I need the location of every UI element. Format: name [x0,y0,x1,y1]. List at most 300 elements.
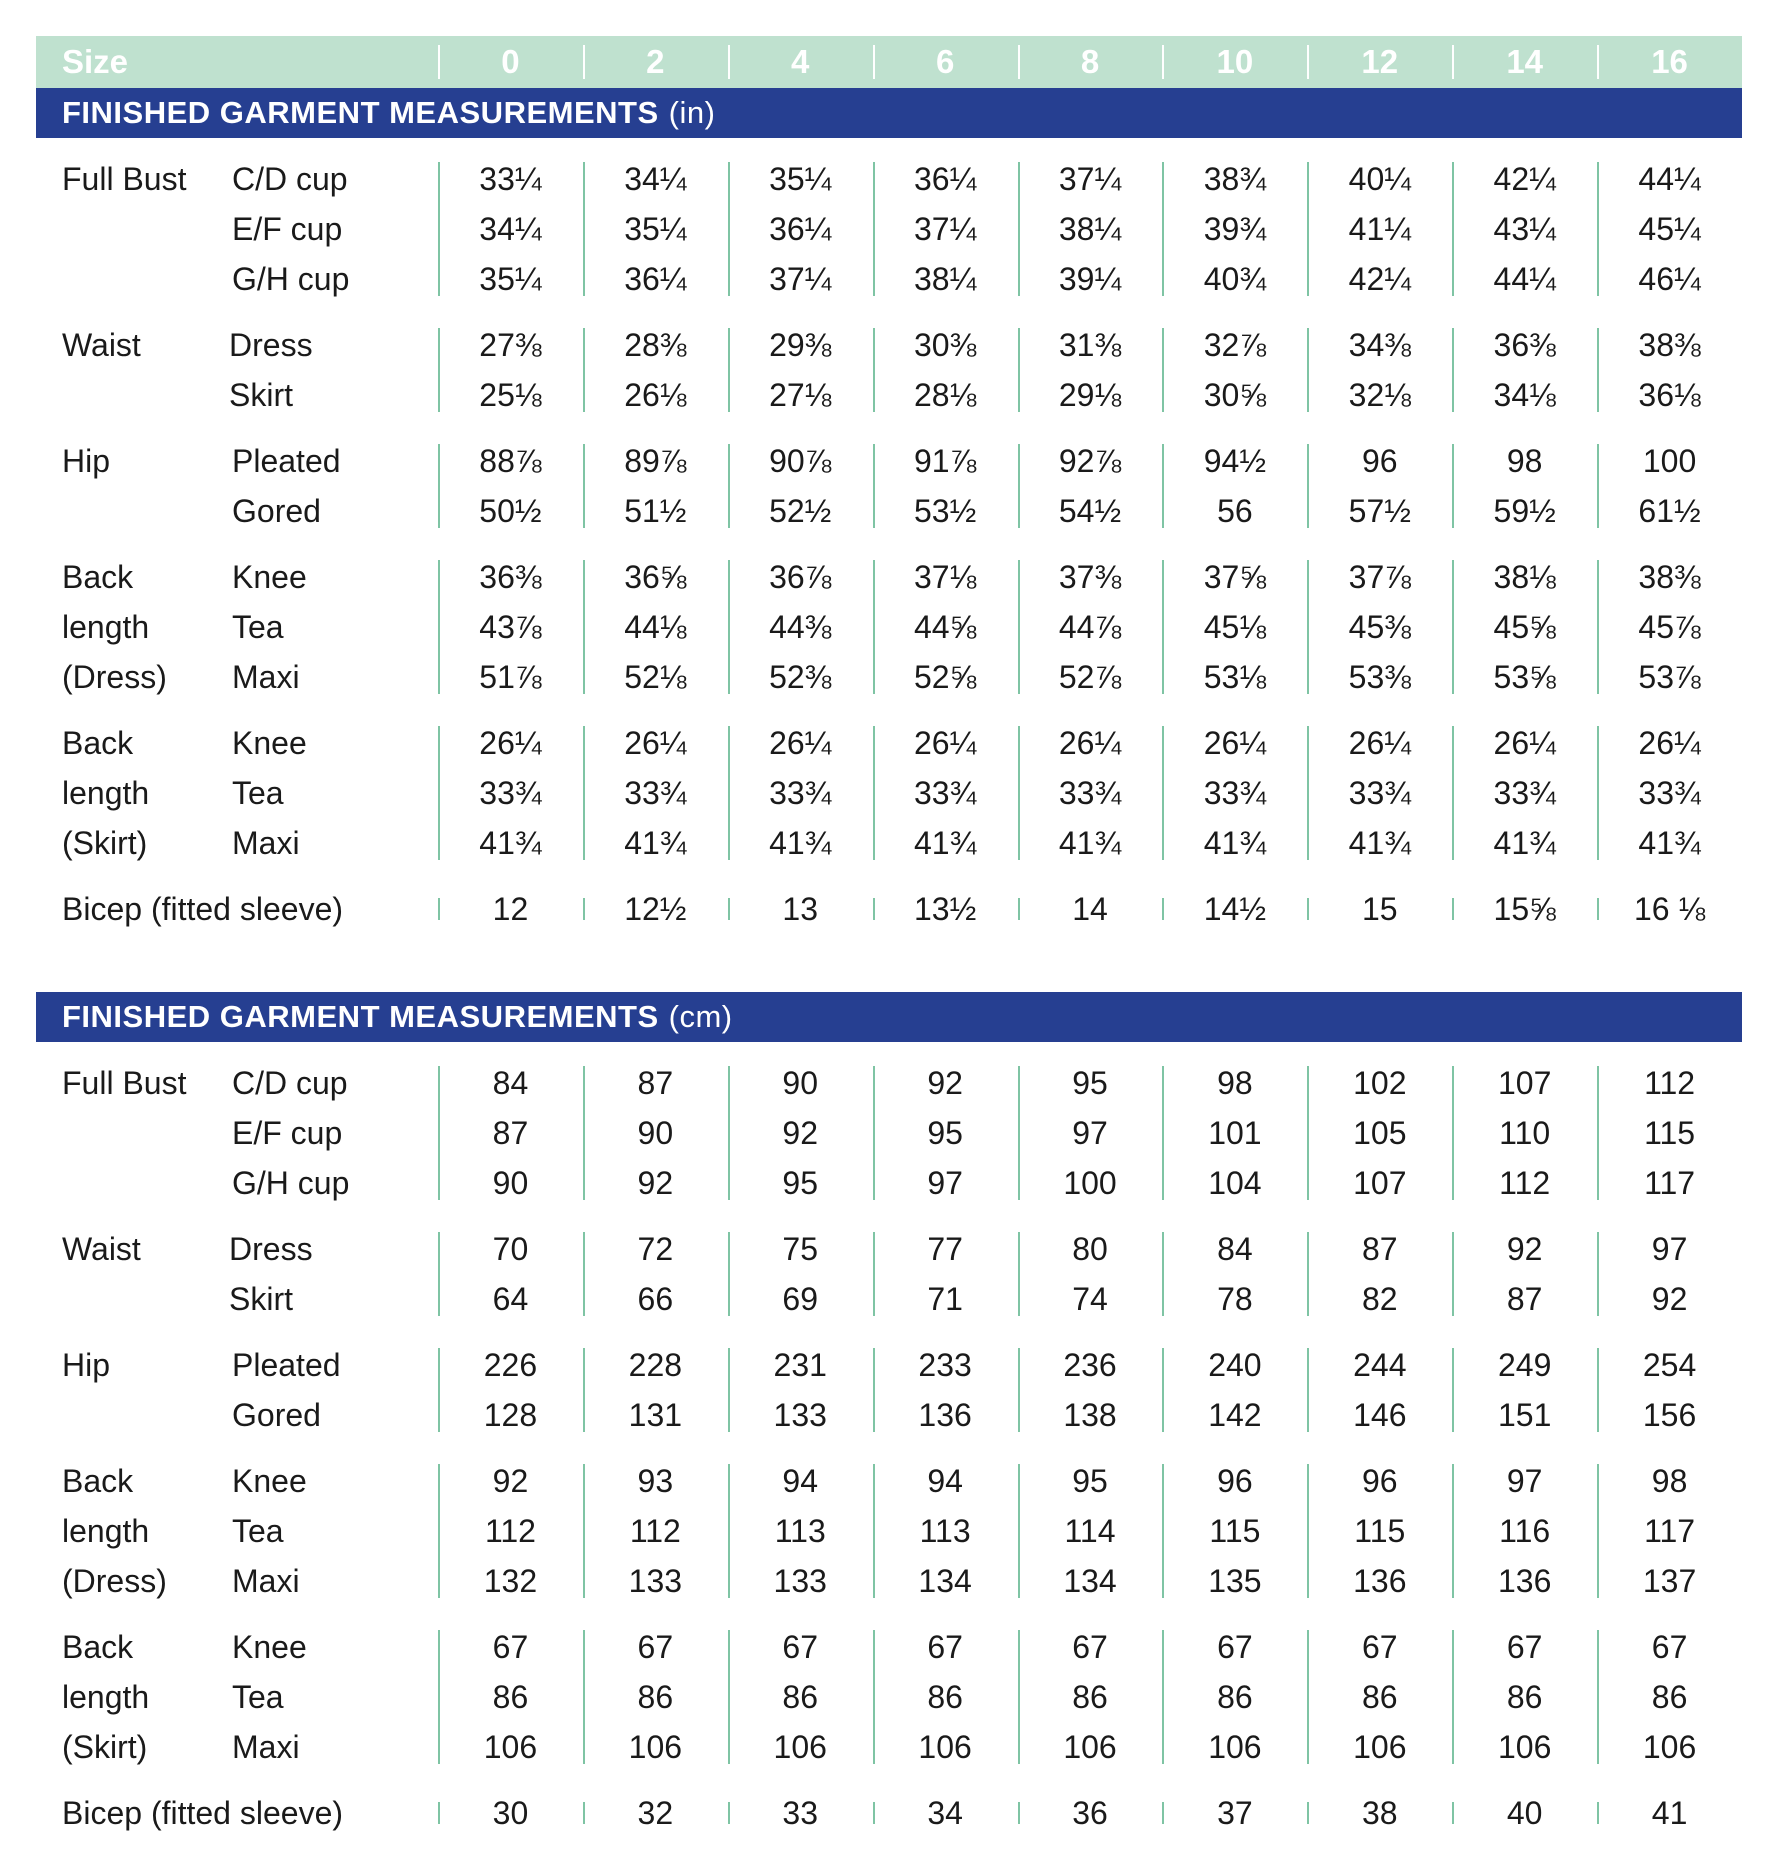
measurement-value: 249 [1497,1347,1552,1383]
size-header-row [36,36,1742,88]
size-chart [36,36,1742,1854]
value-columns [438,1340,1742,1440]
measurement-value: 38⅜ [1638,559,1701,595]
measurement-group [36,1622,1742,1772]
measurement-value: 67 [1651,1629,1688,1665]
group-label-line: Back [62,725,134,761]
size-column [1307,1456,1452,1606]
measurement-value: 38¾ [1203,161,1267,197]
size-column [1597,552,1742,702]
size-column [1018,154,1163,304]
measurement-value: 94½ [1203,443,1267,479]
measurement-value: 106 [1063,1729,1117,1765]
measurement-value: 226 [483,1347,538,1383]
size-column [438,552,583,702]
measurement-value: 86 [1361,1679,1398,1715]
measurement-value: 45⅛ [1203,609,1267,645]
size-column [1452,1340,1597,1440]
group-label-line: Hip [62,1347,111,1383]
measurement-value: 254 [1642,1347,1697,1383]
measurement-value: 86 [1217,1679,1253,1715]
measurement-value: 106 [1208,1729,1262,1765]
size-column [873,718,1018,868]
measurement-value: 107 [1353,1165,1407,1201]
measurement-value: 52½ [769,493,832,529]
measurement-value: 34¼ [479,211,542,247]
size-column [438,1622,583,1772]
section-gap [36,950,1742,992]
section-title: FINISHED GARMENT MEASUREMENTS [62,999,659,1034]
measurement-value: 33¾ [1203,775,1267,811]
measurement-value: 36¼ [624,261,687,297]
measurement-value: 112 [629,1513,681,1549]
measurement-value: 231 [773,1347,827,1383]
size-column [1597,1340,1742,1440]
measurement-value: 133 [773,1563,827,1599]
group-label-line: Back [62,1463,134,1499]
measurement-value: 41¼ [1348,211,1411,247]
measurement-value: 106 [1497,1729,1552,1765]
value-columns [438,436,1742,536]
measurement-value: 84 [492,1065,529,1101]
measurement-value: 34¼ [624,161,687,197]
measurement-value: 37¼ [769,261,832,297]
measurement-value: 67 [1506,1629,1543,1665]
measurement-value: 86 [1506,1679,1543,1715]
measurement-value: 53½ [913,493,977,529]
row-label: Tea [232,609,284,645]
measurement-value: 41¾ [479,825,542,861]
measurement-group [36,436,1742,536]
value-columns [438,552,1742,702]
size-header-cell: 16 [1597,43,1742,81]
size-column [1162,718,1307,868]
measurement-value: 86 [782,1679,819,1715]
size-column [1452,436,1597,536]
measurement-value: 30 [438,1788,583,1838]
measurement-value: 39¼ [1058,261,1122,297]
group-label-line: (Dress) [62,1563,167,1599]
size-column [1597,718,1742,868]
measurement-value: 117 [1644,1165,1696,1201]
value-columns [438,154,1742,304]
measurement-value: 37⅜ [1058,559,1122,595]
measurement-value: 64 [492,1281,529,1317]
measurement-value: 90 [492,1165,529,1201]
size-column [728,1622,873,1772]
size-header-cell: 12 [1307,43,1452,81]
size-column [873,552,1018,702]
measurement-value: 12 [438,884,583,934]
size-column [1162,1058,1307,1208]
measurement-value: 37⅝ [1203,559,1267,595]
measurement-value: 32⅞ [1203,327,1267,363]
measurement-value: 26¼ [479,725,542,761]
size-column [1452,1058,1597,1208]
row-labels [232,552,438,702]
measurement-value: 228 [628,1347,683,1383]
measurement-value: 52⅝ [913,659,977,695]
group-label [36,1456,232,1606]
value-columns [438,1788,1742,1838]
size-column [728,1340,873,1440]
size-column [1307,552,1452,702]
measurement-value: 87 [1361,1231,1398,1267]
measurement-value: 94 [927,1463,963,1499]
measurement-value: 115 [1209,1513,1261,1549]
row-label: Maxi [232,1729,300,1765]
measurement-value: 67 [927,1629,963,1665]
measurement-value: 236 [1063,1347,1117,1383]
size-column [1018,436,1163,536]
measurement-value: 92 [927,1065,963,1101]
measurement-value: 40¼ [1348,161,1411,197]
section-body [36,1042,1742,1838]
measurement-value: 43⅞ [479,609,542,645]
size-column [1452,154,1597,304]
measurement-value: 104 [1208,1165,1262,1201]
group-label [36,1058,232,1208]
group-label [36,718,232,868]
row-labels [232,718,438,868]
size-column [438,320,583,420]
size-column [583,1224,728,1324]
measurement-value: 106 [773,1729,827,1765]
size-column [873,320,1018,420]
size-column [1597,1622,1742,1772]
measurement-value: 100 [1642,443,1697,479]
measurement-value: 52⅛ [624,659,687,695]
size-column [728,436,873,536]
measurement-value: 67 [1072,1629,1108,1665]
measurement-value: 44¼ [1638,161,1701,197]
measurement-value: 41¾ [769,825,832,861]
measurement-value: 33¾ [769,775,832,811]
size-column [583,436,728,536]
size-header-columns [438,43,1742,81]
size-column [1452,718,1597,868]
measurement-value: 67 [492,1629,529,1665]
size-column [1162,1622,1307,1772]
measurement-value: 41¾ [1058,825,1122,861]
section-banner [36,88,1742,138]
measurement-value: 106 [918,1729,972,1765]
row-labels [232,436,438,536]
group-label-line: Hip [62,443,111,479]
size-column [1452,1224,1597,1324]
section-body [36,138,1742,934]
measurement-value: 36⅞ [769,559,832,595]
row-labels [232,1456,438,1606]
size-column [583,154,728,304]
measurement-value: 34 [873,1788,1018,1838]
measurement-value: 96 [1361,1463,1398,1499]
measurement-value: 26¼ [1348,725,1411,761]
size-column [438,1456,583,1606]
measurement-value: 92 [1506,1231,1543,1267]
measurement-value: 36⅛ [1638,377,1701,413]
measurement-value: 96 [1361,443,1398,479]
measurement-value: 142 [1208,1397,1262,1433]
measurement-value: 53⅞ [1638,659,1701,695]
size-column [1597,154,1742,304]
measurement-value: 112 [484,1513,536,1549]
measurement-value: 38⅛ [1493,559,1556,595]
measurement-value: 52⅜ [769,659,832,695]
measurement-value: 90 [637,1115,674,1151]
measurement-value: 52⅞ [1058,659,1122,695]
measurement-value: 95 [927,1115,963,1151]
measurement-value: 86 [492,1679,529,1715]
size-column [583,718,728,868]
measurement-value: 13½ [873,884,1018,934]
group-label-line: length [62,609,150,645]
measurement-value: 87 [492,1115,529,1151]
measurement-value: 44⅛ [624,609,687,645]
measurement-value: 37 [1162,1788,1307,1838]
measurement-value: 36⅜ [1493,327,1556,363]
measurement-value: 112 [1644,1065,1696,1101]
size-column [1597,320,1742,420]
measurement-group [36,320,1742,420]
size-column [1307,1340,1452,1440]
measurement-value: 90⅞ [769,443,832,479]
measurement-value: 75 [782,1231,819,1267]
measurement-value: 50½ [479,493,542,529]
size-column [583,320,728,420]
value-columns [438,1622,1742,1772]
row-label: Dress [229,327,313,363]
row-label: Knee [232,725,307,761]
measurement-value: 92 [1651,1281,1688,1317]
measurement-value: 115 [1354,1513,1406,1549]
group-label-line: (Skirt) [62,825,148,861]
size-column [728,154,873,304]
measurement-value: 39¾ [1203,211,1267,247]
measurement-value: 53⅛ [1203,659,1267,695]
measurement-value: 114 [1064,1513,1116,1549]
measurement-group [36,718,1742,868]
measurement-value: 35¼ [624,211,687,247]
measurement-value: 70 [492,1231,529,1267]
measurement-value: 30⅜ [913,327,977,363]
measurement-value: 45⅞ [1638,609,1701,645]
measurement-value: 38¼ [913,261,977,297]
measurement-value: 41¾ [1638,825,1701,861]
measurement-value: 32 [583,1788,728,1838]
group-label-line: length [62,1513,150,1549]
size-column [873,1340,1018,1440]
size-column [1307,1224,1452,1324]
value-columns [438,1224,1742,1324]
section-unit: (cm) [668,999,733,1034]
measurement-value: 110 [1499,1115,1551,1151]
size-column [438,1058,583,1208]
row-label: Maxi [232,825,300,861]
size-column [1452,552,1597,702]
measurement-value: 78 [1217,1281,1253,1317]
measurement-value: 26⅛ [624,377,687,413]
measurement-value: 92⅞ [1058,443,1122,479]
row-label: Tea [232,1513,284,1549]
row-label: G/H cup [232,261,350,297]
measurement-value: 46¼ [1638,261,1701,297]
measurement-value: 26¼ [1203,725,1267,761]
measurement-value: 134 [1063,1563,1117,1599]
size-column [1307,320,1452,420]
measurement-value: 156 [1642,1397,1697,1433]
measurement-value: 69 [782,1281,819,1317]
row-label: Skirt [229,1281,293,1317]
measurement-value: 138 [1063,1397,1117,1433]
group-label [36,552,232,702]
measurement-value: 36¼ [769,211,832,247]
measurement-value: 53⅜ [1348,659,1411,695]
measurement-value: 97 [927,1165,963,1201]
group-label-line: length [62,775,150,811]
size-column [1162,320,1307,420]
size-column [438,1340,583,1440]
row-label: Tea [232,775,284,811]
row-label: Maxi [232,1563,300,1599]
size-column [728,1224,873,1324]
measurement-value: 112 [1499,1165,1551,1201]
row-labels [229,320,438,420]
measurement-value: 51⅞ [479,659,542,695]
measurement-value: 27⅛ [769,377,832,413]
size-column [1018,320,1163,420]
size-column [1018,718,1163,868]
measurement-value: 33 [728,1788,873,1838]
section-title: FINISHED GARMENT MEASUREMENTS [62,95,659,130]
measurement-value: 151 [1497,1397,1552,1433]
row-label: Knee [232,1463,307,1499]
measurement-group [36,154,1742,304]
size-column [728,552,873,702]
measurement-value: 92 [637,1165,674,1201]
size-column [1018,1622,1163,1772]
size-column [873,154,1018,304]
size-column [1162,1340,1307,1440]
row-label: Gored [232,493,321,529]
measurement-value: 26¼ [1058,725,1122,761]
measurement-value: 26¼ [624,725,687,761]
size-column [583,552,728,702]
measurement-value: 15⅝ [1452,884,1597,934]
measurement-value: 40¾ [1203,261,1267,297]
measurement-value: 102 [1353,1065,1407,1101]
group-label-line: Back [62,559,134,595]
measurement-value: 26¼ [913,725,977,761]
measurement-value: 14 [1018,884,1163,934]
measurement-value: 74 [1072,1281,1108,1317]
measurement-value: 95 [1072,1065,1108,1101]
measurement-value: 116 [1499,1513,1551,1549]
measurement-value: 30⅝ [1203,377,1267,413]
measurement-value: 233 [918,1347,972,1383]
size-column [873,1622,1018,1772]
size-column [728,1456,873,1606]
group-label-line: length [62,1679,150,1715]
size-column [438,154,583,304]
measurement-value: 38⅜ [1638,327,1701,363]
measurement-value: 45¼ [1638,211,1701,247]
measurement-value: 37⅛ [913,559,977,595]
group-label-line: Waist [62,1231,141,1267]
row-labels [232,1340,438,1440]
group-label [36,436,232,536]
measurement-value: 137 [1642,1563,1697,1599]
measurement-value: 33¾ [1058,775,1122,811]
size-column [873,1058,1018,1208]
size-column [1162,436,1307,536]
row-label: Maxi [232,659,300,695]
measurement-value: 42¼ [1348,261,1411,297]
measurement-value: 86 [1072,1679,1108,1715]
group-label-line: Full Bust [62,1065,187,1101]
measurement-value: 45⅝ [1493,609,1556,645]
measurement-value: 67 [637,1629,674,1665]
row-label: Skirt [229,377,293,413]
row-label: C/D cup [232,161,348,197]
measurement-value: 95 [782,1165,819,1201]
measurement-value: 82 [1361,1281,1398,1317]
row-labels [232,154,438,304]
measurement-value: 101 [1208,1115,1262,1151]
measurement-value: 96 [1217,1463,1253,1499]
size-column [583,1058,728,1208]
measurement-value: 34⅜ [1348,327,1411,363]
size-header-cell: 8 [1018,43,1163,81]
group-label-line: Waist [62,327,141,363]
measurement-value: 98 [1651,1463,1688,1499]
measurement-value: 107 [1497,1065,1552,1101]
size-header-cell: 4 [728,43,873,81]
measurement-value: 44⅜ [769,609,832,645]
measurement-value: 40 [1452,1788,1597,1838]
measurement-value: 61½ [1638,493,1701,529]
measurement-value: 72 [637,1231,674,1267]
measurement-value: 37¼ [913,211,977,247]
measurement-value: 136 [918,1397,972,1433]
size-column [1162,552,1307,702]
measurement-value: 128 [483,1397,538,1433]
measurement-value: 32⅛ [1348,377,1411,413]
section-unit: (in) [668,95,716,130]
measurement-value: 86 [637,1679,674,1715]
size-column [1162,1456,1307,1606]
measurement-value: 37¼ [1058,161,1122,197]
row-label: E/F cup [232,211,343,247]
value-columns [438,884,1742,934]
size-column [728,320,873,420]
measurement-value: 37⅞ [1348,559,1411,595]
group-label [36,154,232,304]
size-column [1018,1058,1163,1208]
size-column [438,718,583,868]
size-column [1452,1456,1597,1606]
measurement-value: 67 [1217,1629,1253,1665]
measurement-value: 33¾ [624,775,687,811]
measurement-value: 92 [492,1463,529,1499]
measurement-value: 94 [782,1463,819,1499]
size-column [1162,1224,1307,1324]
measurement-value: 59½ [1493,493,1556,529]
size-column [1597,1224,1742,1324]
size-column [1452,320,1597,420]
size-column [1162,154,1307,304]
row-label: Pleated [232,443,341,479]
